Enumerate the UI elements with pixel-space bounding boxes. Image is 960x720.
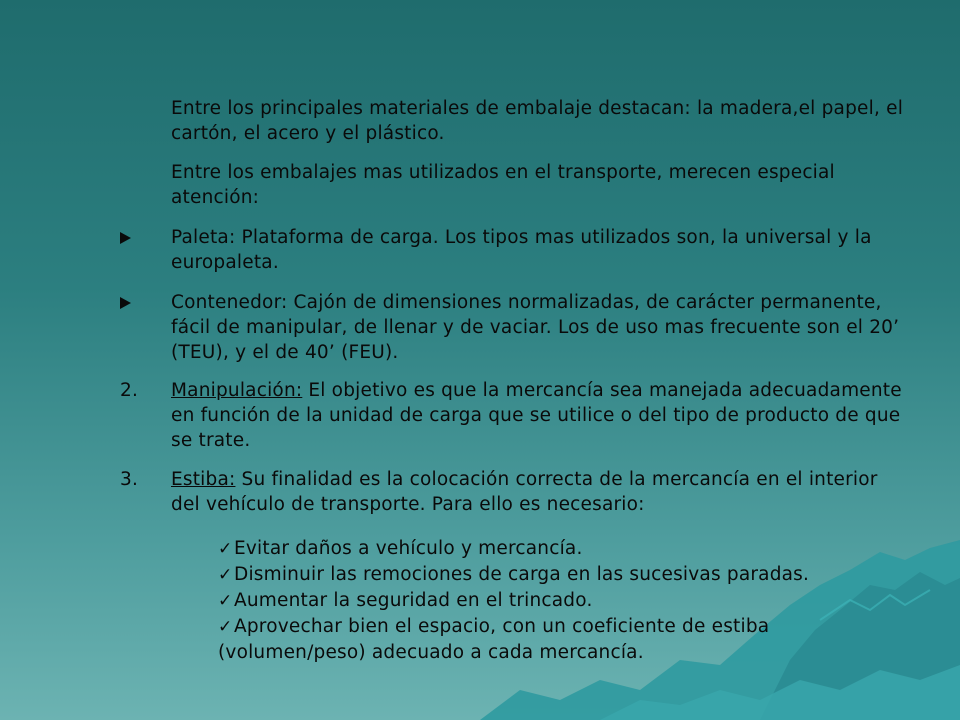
checkmark-icon: ✓ bbox=[218, 591, 233, 611]
bullet-text: Contenedor: Cajón de dimensiones normalizadas, de carácter permanente, fácil de manipular, de llenar y de vaciar. Los de uso mas frecuente son el 20’ (TEU), y el de 40’ (FEU). bbox=[171, 292, 900, 363]
bullet-text: Paleta: Plataforma de carga. Los tipos mas utilizados son, la universal y la europaleta. bbox=[171, 227, 872, 273]
item-number: 2. bbox=[120, 380, 139, 401]
checklist-item bbox=[218, 614, 918, 665]
paragraph-embalajes: Entre los embalajes mas utilizados en el transporte, merecen especial atención: bbox=[171, 162, 835, 208]
checklist-item-text: Aprovechar bien el espacio, con un coeficiente de estiba (volumen/peso) adecuado a cada mercancía. bbox=[218, 616, 770, 663]
checkmark-icon: ✓ bbox=[218, 565, 233, 585]
item-text bbox=[171, 378, 911, 453]
checklist-item bbox=[218, 562, 918, 588]
arrow-bullet-icon bbox=[120, 290, 160, 316]
item-term: Manipulación: bbox=[171, 380, 303, 401]
checkmark-icon: ✓ bbox=[218, 617, 233, 637]
checklist-item-text: Evitar daños a vehículo y mercancía. bbox=[234, 538, 583, 559]
checklist-item bbox=[218, 536, 918, 562]
paragraph-materials: Entre los principales materiales de embalaje destacan: la madera,el papel, el cartón, el acero y el plástico. bbox=[171, 98, 904, 144]
checklist-item-text: Aumentar la seguridad en el trincado. bbox=[234, 590, 593, 611]
item-number: 3. bbox=[120, 469, 139, 490]
item-text bbox=[171, 467, 911, 517]
checklist-item bbox=[218, 588, 918, 614]
item-term: Estiba: bbox=[171, 469, 236, 490]
checkmark-icon: ✓ bbox=[218, 539, 233, 559]
item-description: Su finalidad es la colocación correcta de la mercancía en el interior del vehículo de transporte. Para ello es necesario: bbox=[171, 469, 878, 515]
checklist bbox=[218, 536, 918, 665]
item-description: El objetivo es que la mercancía sea manejada adecuadamente en función de la unidad de carga que se utilice o del tipo de producto de que se trate. bbox=[171, 380, 902, 451]
checklist-item-text: Disminuir las remociones de carga en las sucesivas paradas. bbox=[234, 564, 810, 585]
arrow-bullet-icon bbox=[120, 225, 160, 251]
